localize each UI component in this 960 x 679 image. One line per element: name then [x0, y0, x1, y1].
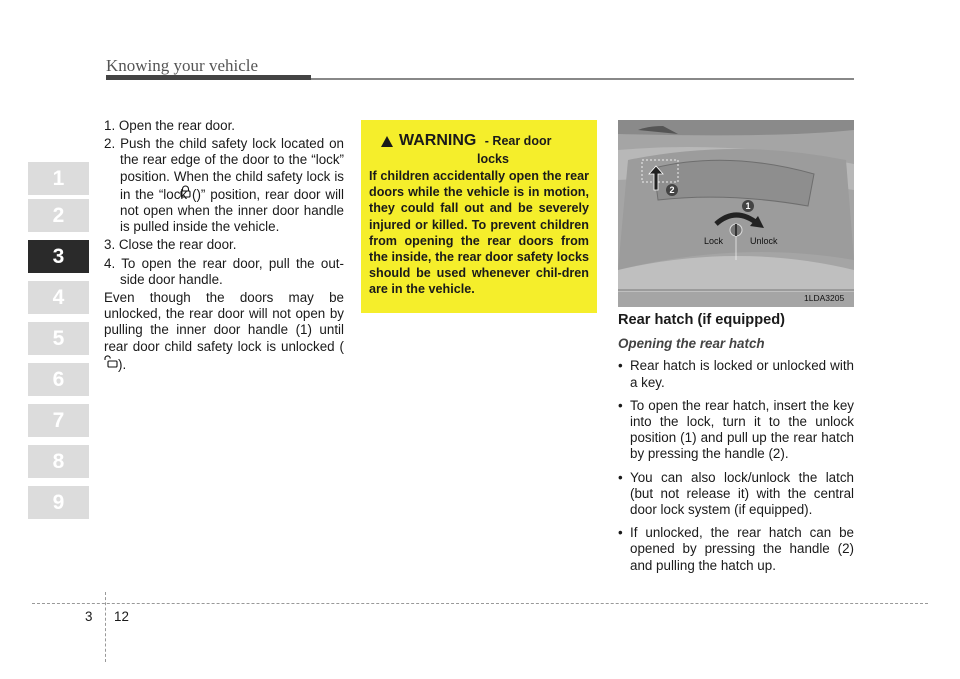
footer-page-number: 12 — [114, 609, 129, 624]
step-1: 1. Open the rear door. — [104, 118, 236, 133]
warning-subtitle-a: - Rear door — [484, 134, 552, 148]
callout-1-badge: 1 — [742, 200, 754, 212]
list-item: • If unlocked, the rear hatch can be opened by pressing the handle (2) and pulling the hatch up. — [618, 525, 854, 574]
footer-rule — [32, 603, 928, 604]
unlock-paragraph — [104, 290, 344, 373]
rear-hatch-illustration — [618, 120, 854, 307]
chapter-tab-8[interactable]: 8 — [28, 445, 89, 478]
unlock-paragraph-text-a: Even though the doors may be unlocked, the rear door will not open by pulling the inner door handle (1) until rear door child safety lock is unlocked ( — [104, 290, 344, 354]
chapter-tab-5[interactable]: 5 — [28, 322, 89, 355]
figure-label-lock: Lock — [704, 236, 724, 246]
chapter-tab-9[interactable]: 9 — [28, 486, 89, 519]
warning-triangle-icon — [381, 136, 393, 147]
list-item: • Rear hatch is locked or unlocked with a key. — [618, 358, 854, 390]
chapter-tab-6[interactable]: 6 — [28, 363, 89, 396]
step-4: 4. To open the rear door, pull the out-side door handle. — [104, 255, 344, 287]
step-3: 3. Close the rear door. — [104, 237, 237, 253]
chapter-tab-1[interactable]: 1 — [28, 162, 89, 195]
page-header-title: Knowing your vehicle — [106, 56, 259, 75]
rear-hatch-section — [618, 312, 854, 581]
section-heading: Rear hatch (if equipped) — [618, 312, 786, 328]
warning-box — [361, 120, 597, 313]
step-2-text-b: )” position, rear door will not open when the inner door handle is pulled inside the vehicle. — [120, 186, 344, 235]
chapter-tab-2[interactable]: 2 — [28, 199, 89, 232]
list-item: • You can also lock/unlock the latch (but not release it) with the central door lock system (if equipped). — [618, 470, 854, 519]
callout-2-badge: 2 — [666, 184, 678, 196]
section-subheading: Opening the rear hatch — [618, 336, 765, 352]
unlock-icon — [104, 355, 118, 373]
warning-title: WARNING — [399, 132, 477, 149]
child-lock-instructions — [104, 118, 344, 375]
unlock-paragraph-text-b: ). — [118, 356, 127, 372]
warning-subtitle-b: locks — [477, 152, 509, 166]
chapter-tab-3[interactable]: 3 — [28, 240, 89, 273]
list-item: • To open the rear hatch, insert the key into the lock, turn it to the unlock position (1) and pull up the rear hatch by pressing the handle (2). — [618, 398, 854, 463]
step-2-text-a: 2. Push the child safety lock located on the rear edge of the door to the “lock” position. When the child safety lock is in the “lock ( — [104, 136, 344, 202]
figure-label-unlock: Unlock — [750, 236, 778, 246]
header-rule-accent — [106, 75, 311, 80]
warning-header — [381, 132, 589, 166]
chapter-tab-4[interactable]: 4 — [28, 281, 89, 314]
rear-hatch-list — [618, 358, 854, 573]
figure-code: 1LDA3205 — [804, 293, 845, 303]
chapter-tab-7[interactable]: 7 — [28, 404, 89, 437]
step-2 — [104, 136, 344, 235]
warning-body: If children accidentally open the rear doors while the vehicle is in motion, they could fall out and be severely injured or killed. To prevent children from opening the rear doors from the inside, the rear door safety locks should be used whenever chil-dren are in the vehicle. — [369, 169, 589, 297]
footer-divider — [105, 592, 106, 662]
footer-chapter-number: 3 — [85, 609, 93, 624]
